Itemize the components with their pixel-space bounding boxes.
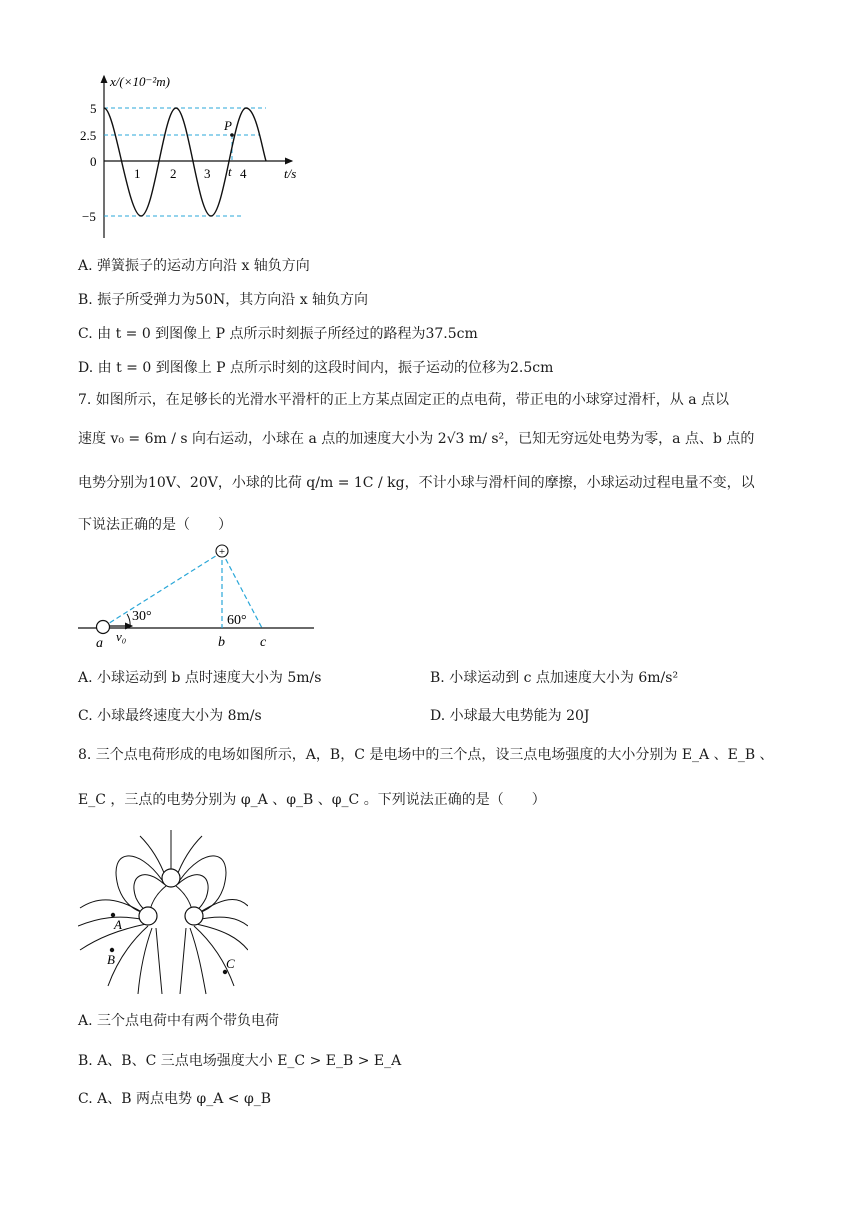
- y-axis-label: x/(×10⁻²m): [110, 74, 170, 89]
- xtick-1: 1: [134, 166, 141, 181]
- x-axis-label: t/s: [284, 166, 297, 181]
- charge-right: [185, 907, 203, 925]
- angle-30-label: 30°: [132, 609, 152, 624]
- charge-top: [162, 869, 180, 887]
- q6-option-c: C. 由 t = 0 到图像上 P 点所示时刻振子所经过的路程为37.5cm: [78, 326, 478, 342]
- ytick-2.5: 2.5: [80, 128, 97, 143]
- ytick-5: 5: [90, 101, 97, 116]
- point-c-label: C: [226, 956, 235, 971]
- q7-option-c: C. 小球最终速度大小为 8m/s: [78, 708, 262, 724]
- point-p-label: P: [224, 118, 232, 133]
- oscillation-graph: [70, 68, 310, 243]
- charge-left: [139, 907, 157, 925]
- q8-stem-line2: E_C ，三点的电势分别为 φ_A 、φ_B 、φ_C 。下列说法正确的是（ ）: [78, 792, 546, 808]
- ytick-0: 0: [90, 154, 97, 169]
- q7-option-d: D. 小球最大电势能为 20J: [430, 708, 590, 724]
- q6-option-d: D. 由 t = 0 到图像上 P 点所示时刻的这段时间内，振子运动的位移为2.5cm: [78, 360, 554, 376]
- charge-sign: +: [218, 546, 226, 558]
- q6-option-b: B. 振子所受弹力为50N，其方向沿 x 轴负方向: [78, 292, 369, 308]
- xtick-t: t: [228, 164, 232, 179]
- q7-option-b: B. 小球运动到 c 点加速度大小为 6m/s²: [430, 670, 679, 686]
- q7-stem-line3: 电势分别为10V、20V，小球的比荷 q/m = 1C / kg，不计小球与滑杆间的摩擦，小球运动过程电量不变，以: [78, 475, 755, 491]
- displacement-curve: [104, 108, 266, 216]
- q7-stem-line4: 下说法正确的是（ ）: [78, 517, 232, 533]
- q7-stem-line2: 速度 v₀ = 6m / s 向右运动，小球在 a 点的加速度大小为 2√3 m/ s²，已知无穷远处电势为零，a 点、b 点的: [78, 431, 755, 447]
- q7-stem-line1: 7. 如图所示，在足够长的光滑水平滑杆的正上方某点固定正的点电荷，带正电的小球穿过滑杆，从 a 点以: [78, 392, 730, 408]
- label-a: a: [96, 636, 103, 651]
- point-a-label: A: [114, 917, 122, 932]
- field-lines-figure: [78, 826, 248, 996]
- q7-option-a: A. 小球运动到 b 点时速度大小为 5m/s: [78, 670, 322, 686]
- angle-60-label: 60°: [227, 613, 247, 628]
- xtick-4: 4: [240, 166, 247, 181]
- q6-option-a: A. 弹簧振子的运动方向沿 x 轴负方向: [78, 258, 310, 274]
- ball: [97, 621, 110, 634]
- charge-rod-figure: [76, 540, 326, 655]
- xtick-2: 2: [170, 166, 177, 181]
- label-v0: v₀: [116, 629, 127, 644]
- q8-option-a: A. 三个点电荷中有两个带负电荷: [78, 1013, 280, 1029]
- ytick-neg5: −5: [82, 209, 96, 224]
- q8-option-c: C. A、B 两点电势 φ_A < φ_B: [78, 1091, 272, 1107]
- xtick-3: 3: [204, 166, 211, 181]
- q8-stem-line1: 8. 三个点电荷形成的电场如图所示，A，B，C 是电场中的三个点，设三点电场强度的大小分别为 E_A 、E_B 、: [78, 747, 774, 763]
- q8-option-b: B. A、B、C 三点电场强度大小 E_C > E_B > E_A: [78, 1053, 402, 1069]
- label-c: c: [260, 635, 267, 650]
- point-b-label: B: [107, 952, 115, 967]
- label-b: b: [218, 635, 225, 650]
